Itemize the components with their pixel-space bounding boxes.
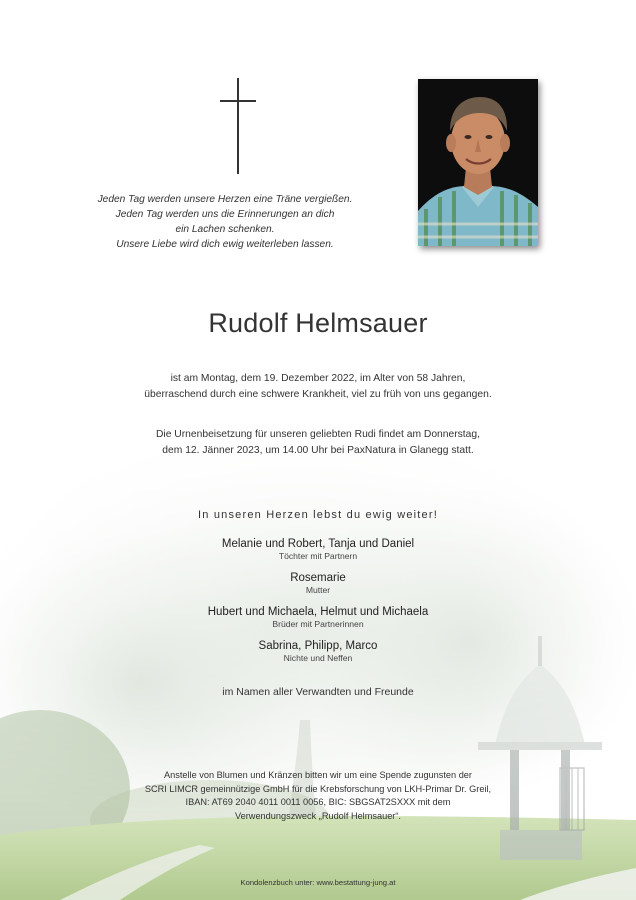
cross-icon xyxy=(220,78,256,174)
poem-line: ein Lachen schenken. xyxy=(175,224,275,235)
memorial-motto: In unseren Herzen lebst du ewig weiter! xyxy=(197,509,438,521)
portrait-photo xyxy=(418,79,538,246)
mourner-group xyxy=(0,571,636,596)
mourner-names: Rosemarie xyxy=(290,572,346,584)
mourner-group xyxy=(0,605,636,630)
funeral-line: dem 12. Jänner 2023, um 14.00 Uhr bei PaxNatura in Glanegg statt. xyxy=(162,444,474,456)
poem-line: Unsere Liebe wird dich ewig weiterleben lassen. xyxy=(116,239,334,250)
mourner-group xyxy=(0,639,636,664)
mourner-names: Melanie und Robert, Tanja und Daniel xyxy=(221,538,415,550)
closing-line: im Namen aller Verwandten und Freunde xyxy=(222,686,414,698)
mourner-names: Hubert und Michaela, Helmut und Michaela xyxy=(207,606,429,618)
mourner-relation: Mutter xyxy=(305,585,331,595)
mourners-list xyxy=(0,537,636,673)
poem-line: Jeden Tag werden uns die Erinnerungen an dich xyxy=(115,209,335,220)
mourner-group xyxy=(0,537,636,562)
announcement-line: ist am Montag, dem 19. Dezember 2022, im Alter von 58 Jahren, xyxy=(170,373,466,384)
mourner-relation: Brüder mit Partnerinnen xyxy=(272,619,364,629)
deceased-name: Rudolf Helmsauer xyxy=(208,308,428,338)
condolence-book-link[interactable]: Kondolenzbuch unter: www.bestattung-jung.at xyxy=(240,878,396,887)
poem-line: Jeden Tag werden unsere Herzen eine Träne vergießen. xyxy=(97,194,353,205)
announcement-line: überraschend durch eine schwere Krankheit, viel zu früh von uns gegangen. xyxy=(144,388,492,400)
donation-line: IBAN: AT69 2040 4011 0011 0056, BIC: SBGSAT2SXXX mit dem xyxy=(185,797,451,808)
death-announcement xyxy=(60,371,576,402)
mourner-names: Sabrina, Philipp, Marco xyxy=(258,640,378,652)
funeral-info xyxy=(60,427,576,458)
donation-note xyxy=(100,769,536,823)
funeral-line: Die Urnenbeisetzung für unseren geliebten Rudi findet am Donnerstag, xyxy=(156,429,480,440)
mourner-relation: Töchter mit Partnern xyxy=(278,551,358,561)
memorial-poem xyxy=(60,192,390,252)
donation-line: SCRI LIMCR gemeinnützige GmbH für die Krebsforschung von LKH-Primar Dr. Greil, xyxy=(144,783,492,794)
mourner-relation: Nichte und Neffen xyxy=(283,653,353,663)
donation-line: Verwendungszweck „Rudolf Helmsauer“. xyxy=(235,810,401,821)
donation-line: Anstelle von Blumen und Kränzen bitten wir um eine Spende zugunsten der xyxy=(164,770,472,780)
